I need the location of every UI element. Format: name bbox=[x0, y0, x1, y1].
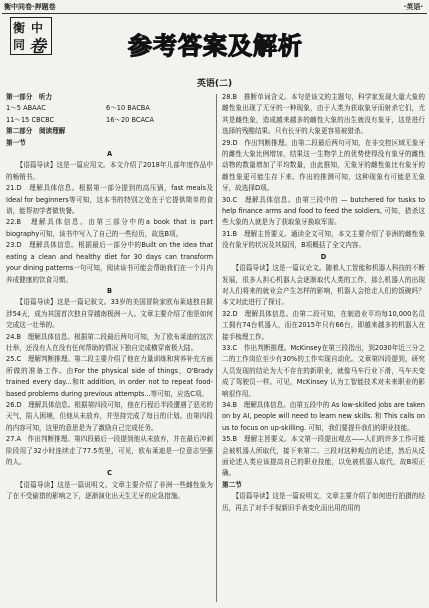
left-column bbox=[6, 92, 213, 503]
logo-char: 中 bbox=[31, 21, 44, 35]
answer-row bbox=[6, 115, 213, 126]
answer-explanation: 27.A 作出判断推理。第四段最后一段提到他从未放弃，并在最后冲刺阶段用了32小时连续走了77.5英里，可见，欧布莱迪是一位意志坚强的人。 bbox=[6, 435, 213, 466]
passage-label: D bbox=[320, 252, 327, 261]
part-heading: 第一部分 听力 bbox=[6, 93, 53, 101]
logo-char: 同 bbox=[13, 38, 26, 52]
series-logo bbox=[10, 17, 54, 55]
answer-explanation: 26.D 理解具体信息。根据第四段可知，他在行程后半段遭遇了恶劣的天气，陷入困境，但他从未放弃，并坚持完成了每日的计划。由第四段的内容可知，这里的意思是为了激励自己完成任务。 bbox=[6, 400, 213, 432]
answer-explanation: 34.B 理解具体信息。由第五段中的 As low-skilled jobs are taken on by AI, people will need to learn new skills. 和 This calls on us to focus on up-skilling. 可知，我们要提升我们的职业技能。 bbox=[222, 400, 425, 432]
answer-explanation: 33.C 作出判断推理。McKinsey在第三段指出，到2030年近三分之二的工作岗位至少有30%的工作实现自动化。文章第四段提到，研究人员发现的结论为大不存在的新职业，就像马车行业下滑，马车夫变成了驾驶员一样。可见，McKinsey 认为工智能技术对未来职业的影响很作用。 bbox=[222, 343, 425, 398]
column-divider bbox=[216, 94, 217, 602]
passage-guide: 【语篇导读】这是一篇记叙文。33岁的美国冒险家欧布莱迪独自跋涉54天，成为其国首次独自穿越南极洲一人。文章主要介绍了他是如何完成这一壮举的。 bbox=[6, 298, 213, 330]
page-title: 参考答案及解析 bbox=[128, 32, 303, 60]
answer-explanation: 23.D 理解具体信息。根据最后一部分中的Built on the idea that eating a clean and healthy diet for 30 days can transform your dining patterns一句可知，阅读该书可能会帮助我们在一个月内养成健康的饮食习惯。 bbox=[6, 241, 213, 284]
page-header bbox=[0, 0, 429, 14]
passage-guide: 【语篇导读】这是一篇应用文。本文介绍了2018年儿部年度作品中的畅销书。 bbox=[6, 161, 213, 181]
section-heading: 第一节 bbox=[6, 138, 26, 147]
passage-label: C bbox=[107, 469, 112, 478]
passage-guide: 【语篇导读】这是一篇说明文。文章主要介绍了非洲一些雌性象为了在不受偷猎的影响之下，逐渐演化出天生无牙的应急措施。 bbox=[6, 480, 213, 501]
answer-key: 1～5 ABAAC bbox=[6, 104, 46, 113]
answer-explanation: 29.D 作出判断推理。由第二段最后两句可知，在非交控区域无象牙的雌性大象比例增加，结果这一生物学上的优势使得没有象牙的雌性动物的数量增加了平均数量，由此推知，无象牙的雌性象比有象牙的雌性象更可能生存下来。作出的推测可知，这种现象有可能是无象牙，故选择D项。 bbox=[222, 138, 425, 193]
logo-char: 衡 bbox=[13, 21, 26, 35]
answer-explanation: 31.B 理解主旨要义。通读全文可知，本文主要介绍了非洲的雌性象没有象牙的状况及其原因，B项概括了全文内容。 bbox=[222, 229, 425, 250]
subject-title: 英语(二) bbox=[196, 79, 233, 89]
answer-explanation: 32.D 理解具体信息。由第二段可知，在制造业平均每10,000名员工拥有74台机器人，而在2015年只有66台，即越来越多的机器人在接手梳理工作。 bbox=[222, 309, 425, 341]
section-heading: 第二节 bbox=[222, 480, 242, 489]
answer-explanation: 25.C 理解判断推理。第二段主要介绍了他在力量训练和营养补充方面所做的准备工作。由For the physical side of things，O'Brady trained every day...和It addition, in order not to repeat food-based problems during previous attempts...等可知，应选C项。 bbox=[6, 355, 213, 398]
answer-explanation: 35.B 理解主旨要义。本文第一段提出观点——人们的许多工作可能会被机器人所取代，接下来第二、三段对这种观点的论述，然后从反面论述人类应该提高自己的职业技能，以免被机器人取代，故B项正确。 bbox=[222, 435, 425, 478]
part-heading: 第二部分 阅读理解 bbox=[6, 127, 66, 136]
passage-label: A bbox=[106, 150, 113, 159]
logo-char: 卷 bbox=[29, 37, 46, 57]
answer-key: 6～10 BACBA bbox=[106, 104, 150, 113]
answer-explanation: 24.B 理解具体信息。根据第二段最后两句可知，为了欧布莱迪的这次壮举，还没有人在没有任何帮助的情况下独自完成横穿南极大陆。 bbox=[6, 332, 213, 352]
answer-key: 11～15 CBCBC bbox=[6, 115, 55, 124]
header-right: ·英语· bbox=[403, 3, 423, 11]
answer-explanation: 28.B 推断单词含义。本句是该文的主题句，科学家发现大量大象的雌性象出现了无牙的一种现象，由于人类为获取象牙而射杀它们，尤其是雌性象，造成越来越多的雌性大象的出生就没有象牙，这是进行选择的残酷结果。只有长牙的大象更容易被猎杀。 bbox=[222, 93, 425, 136]
header-rule bbox=[2, 13, 427, 14]
passage-guide: 【语篇导读】这是一篇说明文，文章主要介绍了如何进行拍摄的经历，再去了对手手视新旧手表变化而出用的用的 bbox=[222, 492, 425, 512]
answer-explanation: 22.B 理解具体信息。由第三部分中的a book that is part biography可知，该书中写入了自己的一些经历，故选B项。 bbox=[6, 218, 213, 238]
passage-guide: 【语篇导读】这是一篇议论文。随着人工智能和机器人科技的不断发展，很多人担心机器人会逐渐取代人类的工作，那么机器人的出现对人们将来的就业会产生怎样的影响，机器人会抢走人们的饭碗吗？本文对此进行了探讨。 bbox=[222, 264, 425, 307]
answer-explanation: 21.D 理解具体信息。根据第一部分提到的高压锅，fast meals及Ideal for beginners等可知，这本书的特别之处在于它提供简单的食谱，能帮初学者做快餐。 bbox=[6, 184, 213, 216]
answer-key: 16～20 BCACA bbox=[106, 115, 154, 124]
answer-explanation: 30.C 理解具体信息。由第三段中的 — butchered for tusks to help finance arms and food to feed the soldiers, 可知，猎杀这些大象的人就是为了获取象牙换取军需。 bbox=[222, 195, 425, 227]
right-column bbox=[222, 92, 425, 514]
header-left: 衡中同卷·押题卷 bbox=[4, 3, 56, 11]
answer-row bbox=[6, 103, 213, 114]
passage-label: B bbox=[106, 286, 113, 295]
